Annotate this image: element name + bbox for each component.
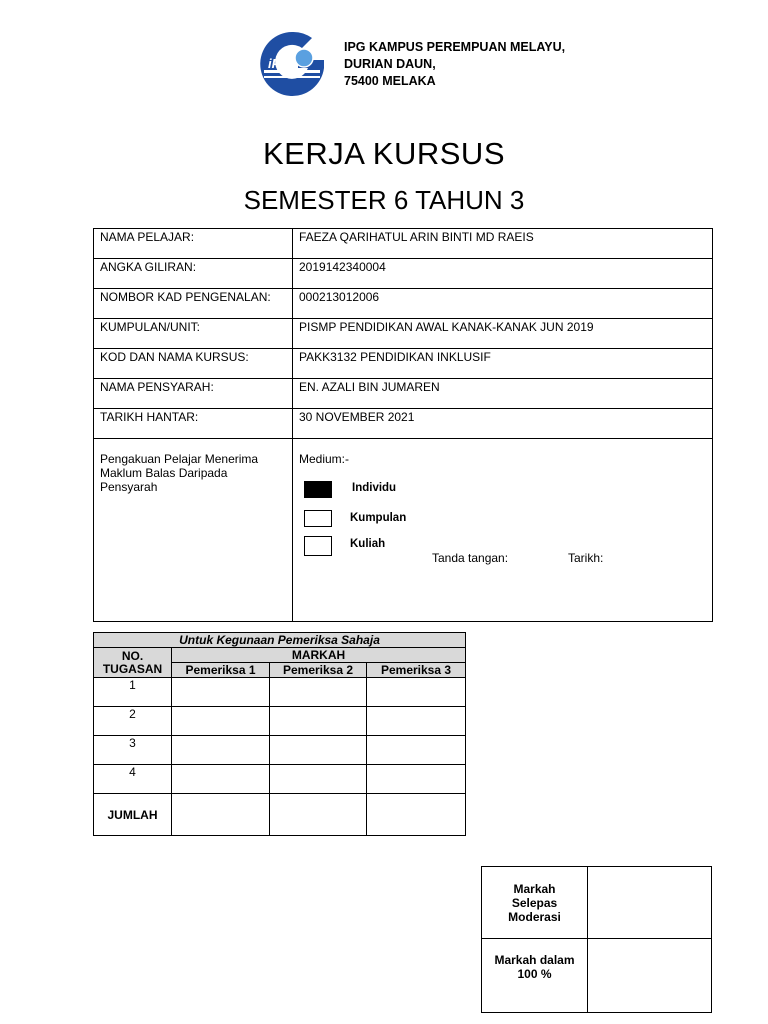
- info-value: PISMP PENDIDIKAN AWAL KANAK-KANAK JUN 2019: [293, 319, 713, 349]
- student-info-table: [93, 228, 713, 622]
- medium-cell: [293, 439, 713, 622]
- checkbox-kuliah[interactable]: [304, 536, 332, 556]
- total-label: JUMLAH: [94, 794, 172, 836]
- address-line: IPG KAMPUS PEREMPUAN MELAYU,: [344, 40, 566, 54]
- date-label: Tarikh:: [568, 551, 604, 565]
- examiner-marks-table: [93, 632, 466, 836]
- task-row: [94, 736, 466, 765]
- info-row: [94, 289, 713, 319]
- percent-mark-label: Markah dalam 100 %: [482, 939, 588, 1013]
- mark-cell[interactable]: [367, 765, 466, 794]
- medium-section: [299, 452, 706, 617]
- total-row: [94, 794, 466, 836]
- acknowledgement-label: Pengakuan Pelajar Menerima Maklum Balas Daripada Pensyarah: [94, 439, 293, 622]
- signature-label: Tanda tangan:: [432, 551, 509, 565]
- medium-label: Medium:-: [299, 452, 350, 466]
- no-tugasan-header: NO. TUGASAN: [94, 648, 172, 678]
- info-row: [94, 379, 713, 409]
- moderation-table: [481, 866, 712, 1013]
- info-value: FAEZA QARIHATUL ARIN BINTI MD RAEIS: [293, 229, 713, 259]
- info-label: TARIKH HANTAR:: [94, 409, 293, 439]
- marks-caption-row: [94, 633, 466, 648]
- info-value: 2019142340004: [293, 259, 713, 289]
- page-title: KERJA KURSUS: [262, 136, 505, 171]
- moderation-row: [482, 867, 712, 939]
- info-value: EN. AZALI BIN JUMAREN: [293, 379, 713, 409]
- task-number: 3: [94, 736, 172, 765]
- logo-text: iPG: [268, 56, 291, 71]
- info-row: [94, 229, 713, 259]
- info-row: [94, 349, 713, 379]
- option-label-individu: Individu: [352, 482, 397, 494]
- mark-cell[interactable]: [270, 765, 367, 794]
- info-label: NOMBOR KAD PENGENALAN:: [94, 289, 293, 319]
- mark-cell[interactable]: [270, 678, 367, 707]
- info-row: [94, 409, 713, 439]
- info-value: PAKK3132 PENDIDIKAN INKLUSIF: [293, 349, 713, 379]
- total-cell[interactable]: [270, 794, 367, 836]
- mark-cell[interactable]: [172, 736, 270, 765]
- checkbox-individu[interactable]: [304, 481, 332, 498]
- ipg-logo: [258, 30, 326, 96]
- task-row: [94, 707, 466, 736]
- percent-row: [482, 939, 712, 1013]
- info-value: 30 NOVEMBER 2021: [293, 409, 713, 439]
- markah-header: MARKAH: [172, 648, 466, 663]
- checkbox-kumpulan[interactable]: [304, 510, 332, 527]
- info-label: ANGKA GILIRAN:: [94, 259, 293, 289]
- mark-cell[interactable]: [367, 736, 466, 765]
- page-subtitle: SEMESTER 6 TAHUN 3: [243, 185, 525, 215]
- option-label-kumpulan: Kumpulan: [350, 512, 407, 524]
- institution-address: [344, 39, 565, 90]
- info-value: 000213012006: [293, 289, 713, 319]
- mark-cell[interactable]: [367, 707, 466, 736]
- info-row: [94, 319, 713, 349]
- marks-header-row: [94, 648, 466, 663]
- task-number: 4: [94, 765, 172, 794]
- mark-cell[interactable]: [172, 707, 270, 736]
- total-cell[interactable]: [172, 794, 270, 836]
- examiner-header: Pemeriksa 1: [172, 663, 270, 678]
- info-label: NAMA PENSYARAH:: [94, 379, 293, 409]
- total-cell[interactable]: [367, 794, 466, 836]
- info-label: KOD DAN NAMA KURSUS:: [94, 349, 293, 379]
- task-number: 1: [94, 678, 172, 707]
- mark-cell[interactable]: [367, 678, 466, 707]
- mark-cell[interactable]: [172, 678, 270, 707]
- address-line: DURIAN DAUN,: [344, 57, 436, 71]
- moderated-mark-cell[interactable]: [588, 867, 712, 939]
- examiner-header: Pemeriksa 3: [367, 663, 466, 678]
- option-label-kuliah: Kuliah: [350, 538, 386, 550]
- info-label: NAMA PELAJAR:: [94, 229, 293, 259]
- info-row: [94, 259, 713, 289]
- task-row: [94, 765, 466, 794]
- mark-cell[interactable]: [172, 765, 270, 794]
- percent-mark-cell[interactable]: [588, 939, 712, 1013]
- info-label: KUMPULAN/UNIT:: [94, 319, 293, 349]
- task-row: [94, 678, 466, 707]
- address-line: 75400 MELAKA: [344, 74, 436, 88]
- acknowledgement-row: [94, 439, 713, 622]
- moderated-mark-label: Markah Selepas Moderasi: [482, 867, 588, 939]
- mark-cell[interactable]: [270, 736, 367, 765]
- marks-caption: Untuk Kegunaan Pemeriksa Sahaja: [94, 633, 466, 648]
- task-number: 2: [94, 707, 172, 736]
- mark-cell[interactable]: [270, 707, 367, 736]
- examiner-header: Pemeriksa 2: [270, 663, 367, 678]
